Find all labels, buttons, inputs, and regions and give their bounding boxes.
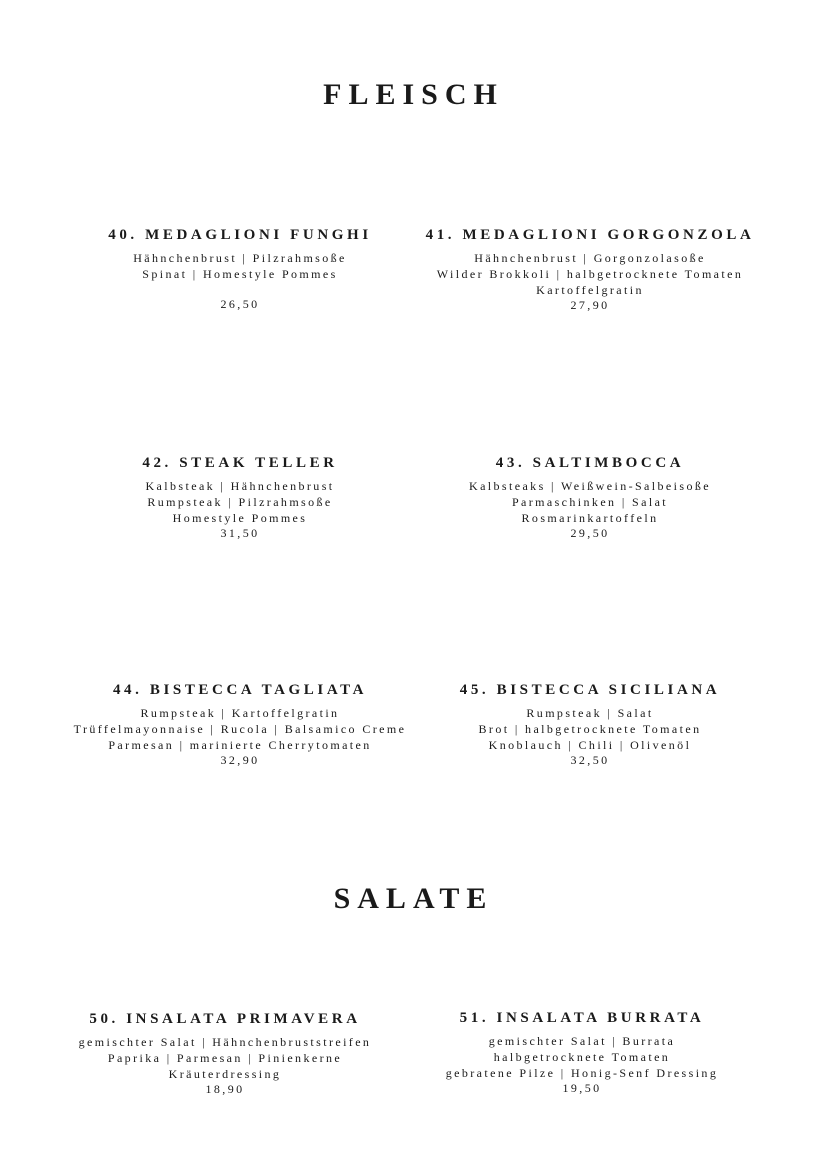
menu-item-45 [400, 682, 780, 769]
menu-item-44 [50, 682, 430, 769]
menu-item-title: 41. MEDAGLIONI GORGONZOLA [425, 227, 755, 243]
menu-item-price: 26,50 [220, 296, 260, 311]
menu-item-description: Rosmarinkartoffeln [521, 510, 659, 525]
menu-item-description: Paprika | Parmesan | Pinienkerne [107, 1050, 343, 1065]
menu-item-description: Hähnchenbrust | Pilzrahmsoße [133, 251, 347, 265]
menu-item-price: 29,50 [570, 526, 610, 541]
menu-item-description: Trüffelmayonnaise | Rucola | Balsamico Creme [73, 721, 407, 736]
menu-item-description: Brot | halbgetrocknete Tomaten [478, 721, 702, 736]
menu-item-title: 44. BISTECCA TAGLIATA [112, 682, 368, 698]
menu-item-price: 18,90 [205, 1082, 245, 1097]
menu-item-price: 32,50 [570, 753, 610, 768]
menu-item-title: 45. BISTECCA SICILIANA [459, 682, 721, 698]
menu-item-description: gemischter Salat | Burrata [488, 1034, 676, 1048]
menu-item-description: Kalbsteak | Hähnchenbrust [145, 479, 335, 493]
menu-item-51 [392, 1010, 772, 1097]
menu-item-description: gemischter Salat | Hähnchenbruststreifen [78, 1035, 372, 1049]
menu-item-price: 27,90 [570, 298, 610, 313]
menu-item-price: 31,50 [220, 526, 260, 541]
menu-item-price: 32,90 [220, 753, 260, 768]
menu-item-41 [400, 227, 780, 314]
menu-item-40 [50, 227, 430, 312]
menu-item-title: 42. STEAK TELLER [142, 455, 338, 471]
menu-item-title: 43. SALTIMBOCCA [495, 455, 685, 471]
menu-item-50 [35, 1011, 415, 1098]
section-title-salate: SALATE [333, 882, 494, 915]
menu-item-description: Rumpsteak | Pilzrahmsoße [147, 494, 333, 509]
menu-item-description: halbgetrocknete Tomaten [493, 1049, 671, 1064]
menu-item-title: 50. INSALATA PRIMAVERA [89, 1011, 361, 1027]
menu-item-price: 19,50 [562, 1081, 602, 1096]
menu-item-description: Rumpsteak | Salat [526, 706, 654, 720]
menu-item-description: Parmaschinken | Salat [511, 494, 669, 509]
menu-item-description: Parmesan | marinierte Cherrytomaten [108, 737, 372, 752]
menu-item-description: Rumpsteak | Kartoffelgratin [140, 706, 340, 720]
menu-item-description: Kalbsteaks | Weißwein-Salbeisoße [469, 479, 711, 493]
menu-item-description: Homestyle Pommes [172, 510, 308, 525]
menu-item-description: gebratene Pilze | Honig-Senf Dressing [445, 1065, 719, 1080]
menu-item-description: Hähnchenbrust | Gorgonzolasoße [474, 251, 706, 265]
section-title-fleisch: FLEISCH [323, 78, 504, 111]
menu-item-title: 51. INSALATA BURRATA [459, 1010, 705, 1026]
menu-item-description: Spinat | Homestyle Pommes [142, 266, 338, 281]
menu-item-title: 40. MEDAGLIONI FUNGHI [108, 227, 372, 243]
menu-item-description: Wilder Brokkoli | halbgetrocknete Tomaten [436, 266, 744, 281]
menu-item-42 [50, 455, 430, 542]
menu-item-description: Kartoffelgratin [536, 282, 644, 297]
menu-item-43 [400, 455, 780, 542]
menu-item-description: Knoblauch | Chili | Olivenöl [488, 737, 692, 752]
menu-item-description: Kräuterdressing [168, 1066, 282, 1081]
